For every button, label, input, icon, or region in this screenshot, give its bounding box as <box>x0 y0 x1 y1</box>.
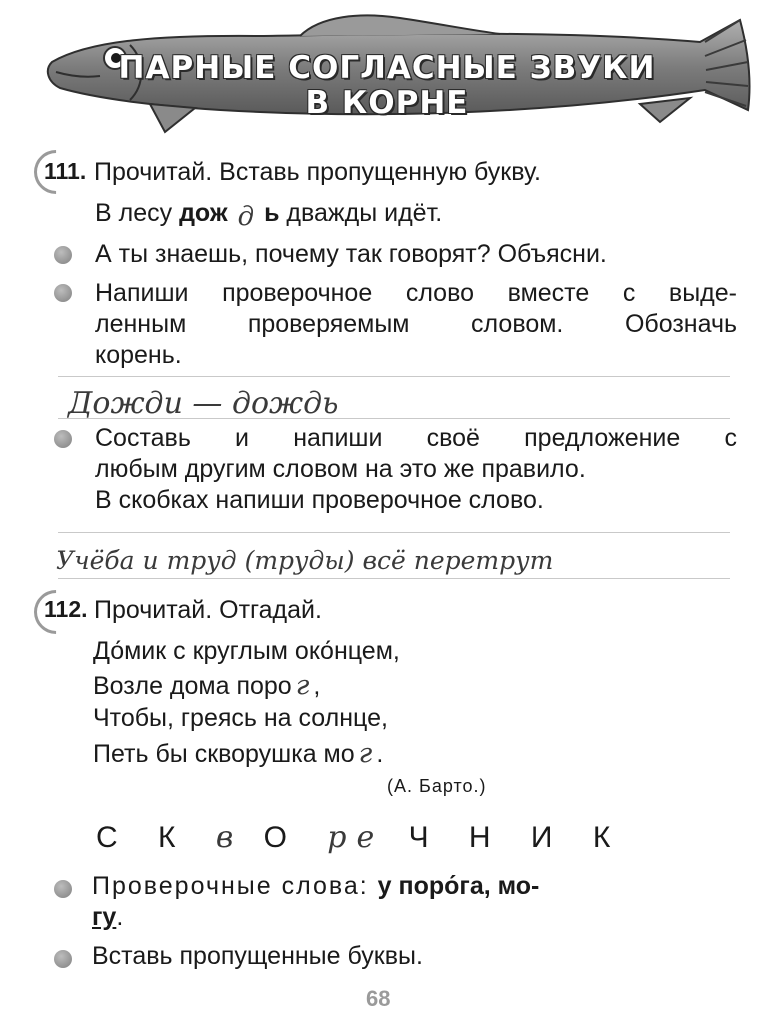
section-title-line2: В КОРНЕ <box>305 85 469 121</box>
bullet-icon <box>54 284 72 302</box>
poem-author: (А. Барто.) <box>387 776 487 796</box>
handwritten-letter: г <box>295 670 310 701</box>
handwritten-answer-1: Дожди — дождь <box>68 386 339 421</box>
exercise-112-number: 112. <box>44 596 88 622</box>
bullet1-continuation: гу <box>92 903 117 931</box>
exercise-111-bullet3-line2: любым другим словом на это же правило. <box>95 455 586 483</box>
poem-line-3 <box>93 704 388 733</box>
writing-line <box>58 376 730 377</box>
exercise-111-instruction: Прочитай. Вставь пропущенную букву. <box>94 158 541 186</box>
exercise-111-bullet2-line1: Напиши проверочное слово вместе с выде- <box>95 279 737 307</box>
bullet-icon <box>54 430 72 448</box>
exercise-112-bullet1-line2 <box>92 903 123 932</box>
poem-line-1 <box>93 637 400 666</box>
bullet-icon <box>54 880 72 898</box>
answer-printed-part: О <box>239 821 328 854</box>
answer-handwritten-part: ре <box>327 820 385 855</box>
bullet1-prefix: Проверочные слова: <box>92 872 378 900</box>
exercise-111-bullet3-line3: В скобках напиши проверочное слово. <box>95 486 544 514</box>
poem-line-4 <box>93 738 383 769</box>
handwritten-letter: д <box>237 202 255 232</box>
writing-line <box>58 532 730 533</box>
poem-line-text: Чтобы, греясь на солнце, <box>93 704 388 732</box>
exercise-112-instruction: Прочитай. Отгадай. <box>94 596 322 624</box>
exercise-111-sentence <box>95 198 443 232</box>
exercise-111-bullet2-line2: ленным проверяемым словом. Обозначь <box>95 310 737 338</box>
exercise-111-bullet2-line3: корень. <box>95 341 182 369</box>
answer-printed-part: Ч Н И К <box>384 821 627 854</box>
poem-line-2 <box>93 670 320 701</box>
poem-line-text: Петь бы скворушка мо <box>93 740 355 768</box>
exercise-112-bullet1 <box>92 872 539 901</box>
sentence-word-start: дож <box>179 199 228 227</box>
poem-line-tail: . <box>376 740 384 768</box>
poem-line-text: До́мик с круглым око́нцем, <box>93 637 400 665</box>
bullet-icon <box>54 950 72 968</box>
bullet1-bold-words: у поро́га, мо- <box>377 872 540 900</box>
bullet1-tail: . <box>116 903 124 931</box>
exercise-112-bullet2: Вставь пропущенные буквы. <box>92 942 423 970</box>
answer-handwritten-part: в <box>215 820 240 855</box>
poem-line-tail: , <box>313 672 321 700</box>
writing-line <box>58 578 730 579</box>
answer-printed-part: С К <box>96 821 216 854</box>
exercise-111-bullet1: А ты знаешь, почему так говорят? Объясни. <box>95 240 607 268</box>
riddle-answer-word <box>96 820 626 855</box>
exercise-111-number: 111. <box>44 158 87 184</box>
poem-line-text: Возле дома поро <box>93 672 292 700</box>
exercise-111-bullet3-line1: Составь и напиши своё предложение с <box>95 424 737 452</box>
sentence-word-end: ь <box>264 199 280 227</box>
section-title-line1: ПАРНЫЕ СОГЛАСНЫЕ ЗВУКИ <box>118 50 656 86</box>
handwritten-answer-2: Учёба и труд (труды) всё перетрут <box>56 546 554 575</box>
sentence-end: дважды идёт. <box>279 199 443 227</box>
page-number: 68 <box>366 986 391 1011</box>
bullet-icon <box>54 246 72 264</box>
handwritten-letter: г <box>358 738 373 769</box>
sentence-start: В лесу <box>95 199 180 227</box>
